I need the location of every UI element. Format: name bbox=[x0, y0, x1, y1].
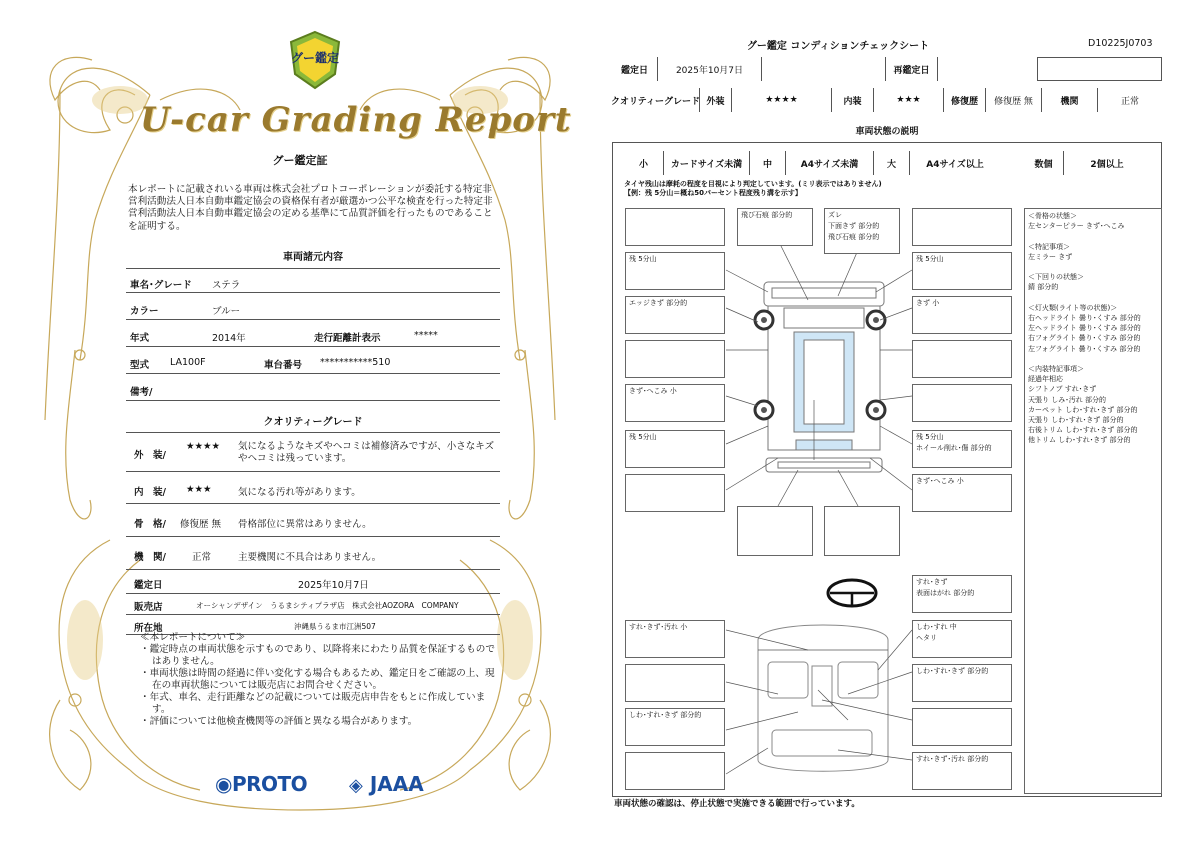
quality-grade-heading: クオリティーグレード bbox=[263, 417, 363, 428]
year-label: 年式 bbox=[130, 333, 150, 344]
remarks-label: 備考/ bbox=[130, 387, 153, 398]
exterior-label-box bbox=[625, 474, 725, 512]
mileage-label: 走行距離計表示 bbox=[314, 333, 381, 344]
frame-desc: 骨格部位に異常はありません。 bbox=[238, 519, 372, 530]
exterior-label-box: きず･へこみ 小 bbox=[625, 384, 725, 422]
dealer-row bbox=[126, 596, 500, 615]
exterior-label-box: ズレ 下面きず 部分的 飛び石痕 部分的 bbox=[824, 208, 900, 254]
engine-value: 正常 bbox=[1098, 88, 1162, 112]
dealer-label: 販売店 bbox=[134, 602, 163, 613]
date-label: 鑑定日 bbox=[612, 57, 658, 81]
document-id: D10225J0703 bbox=[1088, 38, 1153, 49]
jaaa-logo: ◈ JAAA bbox=[349, 772, 424, 796]
interior-label-box: しわ･すれ 中 ヘタリ bbox=[912, 620, 1012, 658]
dealer-value: オーシャンデザイン うるまシティプラザ店 株式会社AOZORA COMPANY bbox=[196, 601, 459, 610]
exterior-label-box: 残 5分山 bbox=[625, 252, 725, 290]
inspection-date-value: 2025年10月7日 bbox=[298, 580, 369, 591]
color-label: カラー bbox=[130, 306, 159, 317]
reinspect-value bbox=[938, 57, 1038, 81]
report-script-title: U-car Grading Report bbox=[140, 100, 572, 140]
sheet-title: グー鑑定 コンディションチェックシート bbox=[746, 41, 930, 52]
model-label: 型式 bbox=[130, 360, 150, 371]
report-notes bbox=[140, 632, 500, 728]
spec-row-name bbox=[126, 268, 500, 293]
svg-text:グー鑑定: グー鑑定 bbox=[290, 51, 340, 65]
ext-value: ★★★★ bbox=[732, 88, 832, 112]
interior-seat-diagram bbox=[758, 625, 888, 771]
frame-value: 修復歴 無 bbox=[180, 519, 222, 530]
reinspect-label: 再鑑定日 bbox=[886, 57, 938, 81]
note-item: ・車両状態は時間の経過に伴い変化する場合もあるため、鑑定日をご確認の上、現在の車両状態については販売店にお問合せください。 bbox=[140, 668, 495, 691]
interior-label-box: すれ･きず･汚れ 小 bbox=[625, 620, 725, 658]
size-large-desc: A4サイズ以上 bbox=[910, 151, 1000, 175]
condition-check-sheet bbox=[608, 0, 1168, 848]
interior-leader-lines bbox=[726, 630, 912, 774]
note-item: ・年式、車名、走行距離などの記載については販売店申告をもとに作成しています。 bbox=[140, 692, 486, 715]
interior-label-box: すれ･きず･汚れ 部分的 bbox=[912, 752, 1012, 790]
engine-label: 機 関/ bbox=[134, 552, 166, 563]
qg-label: クオリティーグレード bbox=[612, 88, 700, 112]
size-mid-desc: A4サイズ未満 bbox=[786, 151, 874, 175]
size-mid: 中 bbox=[750, 151, 786, 175]
name-value: ステラ bbox=[212, 280, 241, 291]
tire-note-line: タイヤ残山は摩耗の程度を目視により判定しています。(ミリ表示ではありません) bbox=[624, 180, 882, 188]
grade-row-engine bbox=[126, 539, 500, 570]
exterior-label-box: きず 小 bbox=[912, 296, 1012, 334]
int-value: ★★★ bbox=[874, 88, 944, 112]
tire-note-line: 【例：残 5分山＝概ね50パーセント程度残り溝を示す】 bbox=[624, 189, 802, 197]
exterior-label-box: エッジきず 部分的 bbox=[625, 296, 725, 334]
exterior-label-box bbox=[737, 506, 813, 556]
exterior-label-box bbox=[625, 340, 725, 378]
count-label: 数個 bbox=[1024, 151, 1064, 175]
exterior-desc: 気になるようなキズやヘコミは補修済みですが、小さなキズやヘコミは残っています。 bbox=[238, 441, 495, 464]
notes-title: ≪本レポートについて≫ bbox=[140, 632, 246, 643]
logo-bar bbox=[215, 770, 424, 800]
exterior-label-box: 残 5分山 bbox=[912, 252, 1012, 290]
exterior-car-outline bbox=[764, 282, 884, 472]
interior-label-box: しわ･すれ･きず 部分的 bbox=[625, 708, 725, 746]
tire-note bbox=[624, 180, 882, 198]
chassis-label: 車台番号 bbox=[264, 360, 303, 371]
interior-stars: ★★★ bbox=[186, 484, 212, 495]
grade-row-exterior bbox=[126, 432, 500, 472]
note-item: ・評価については他検査機関等の評価と異なる場合があります。 bbox=[140, 716, 418, 727]
year-value: 2014年 bbox=[212, 333, 246, 344]
certificate-heading: グー鑑定証 bbox=[272, 154, 328, 167]
certificate-text: 本レポートに記載されいる車両は株式会社プロトコーポレーションが委託する特定非営利活動法人日本自動車鑑定協会の資格保有者が厳選かつ公平な検査を行った特定非営利活動法人日本自動車鑑定協会の定める基準にて品質評価を行ったものであることを証明する。 bbox=[128, 184, 493, 232]
interior-label: 内 装/ bbox=[134, 487, 166, 498]
exterior-label-box: 残 5分山 bbox=[625, 430, 725, 468]
model-value: LA100F bbox=[170, 357, 206, 368]
spec-row-year bbox=[126, 322, 500, 347]
inspection-date-row bbox=[126, 572, 500, 594]
exterior-label-box bbox=[824, 506, 900, 556]
frame-label: 骨 格/ bbox=[134, 519, 166, 530]
proto-mark-icon: ◉ bbox=[215, 772, 232, 796]
goo-appraisal-badge bbox=[287, 30, 343, 92]
spec-row-color bbox=[126, 295, 500, 320]
steering-wheel-icon bbox=[828, 580, 876, 606]
exterior-label: 外 装/ bbox=[134, 450, 166, 461]
status-detail-box: ＜骨格の状態＞ 左センターピラー きず･へこみ ＜特記事項＞ 左ミラー きず ＜下回りの状態＞ 錆 部分的 ＜灯火類(ライト等の状態)＞ 右ヘッドライト 曇り･くすみ 部分的 左ヘッドライト 曇り･くすみ 部分的 右フォグライト 曇り･くすみ 部分的 左フォグライト 曇り･くすみ 部分的 ＜内装特記事項＞ 経過年相応 シフトノブ すれ･きず 天張り しみ･汚れ 部分的 カーペット しわ･すれ･きず 部分的 天張り しわ･すれ･きず 部分的 右後トリム しわ･すれ･きず 部分的 他トリム しわ･すれ･きず 部分的 bbox=[1024, 208, 1162, 794]
exterior-label-box bbox=[912, 208, 1012, 246]
repair-value: 修復歴 無 bbox=[986, 88, 1042, 112]
size-large: 大 bbox=[874, 151, 910, 175]
engine-label: 機関 bbox=[1042, 88, 1098, 112]
note-item: ・鑑定時点の車両状態を示すものであり、以降将来にわたり品質を保証するものではありません。 bbox=[140, 644, 495, 667]
exterior-stars: ★★★★ bbox=[186, 441, 221, 452]
date-blank bbox=[762, 57, 886, 81]
interior-label-box bbox=[912, 708, 1012, 746]
exterior-label-box bbox=[912, 340, 1012, 378]
chassis-value: ***********510 bbox=[320, 357, 391, 368]
name-label: 車名･グレード bbox=[130, 280, 192, 291]
interior-label-box: しわ･すれ･きず 部分的 bbox=[912, 664, 1012, 702]
date-value: 2025年10月7日 bbox=[658, 57, 762, 81]
color-value: ブルー bbox=[212, 306, 241, 317]
inspection-date-label: 鑑定日 bbox=[134, 580, 163, 591]
ext-label: 外装 bbox=[700, 88, 732, 112]
spec-heading: 車両諸元内容 bbox=[283, 252, 343, 263]
size-small: 小 bbox=[624, 151, 664, 175]
spec-row-remarks bbox=[126, 376, 500, 401]
exterior-label-box bbox=[625, 208, 725, 246]
address-label: 所在地 bbox=[134, 623, 163, 634]
exterior-label-box: きず･へこみ 小 bbox=[912, 474, 1012, 512]
interior-label-box bbox=[625, 664, 725, 702]
exterior-label-box: 飛び石痕 部分的 bbox=[737, 208, 813, 246]
interior-label-box: すれ･きず 表面はがれ 部分的 bbox=[912, 575, 1012, 613]
address-value: 沖縄県うるま市江洲507 bbox=[294, 622, 376, 631]
grade-row-frame bbox=[126, 506, 500, 537]
grade-row-interior bbox=[126, 474, 500, 504]
count-value: 2個以上 bbox=[1064, 151, 1150, 175]
engine-desc: 主要機関に不具合はありません。 bbox=[238, 552, 382, 563]
footer-note: 車両状態の確認は、停止状態で実施できる範囲で行っています。 bbox=[614, 799, 860, 809]
exterior-label-box bbox=[912, 384, 1012, 422]
size-small-desc: カードサイズ未満 bbox=[664, 151, 750, 175]
interior-desc: 気になる汚れ等があります。 bbox=[238, 487, 361, 498]
jaaa-mark-icon: ◈ bbox=[349, 775, 363, 796]
condition-heading: 車両状態の説明 bbox=[612, 119, 1162, 143]
repair-label: 修復歴 bbox=[944, 88, 986, 112]
spec-row-model bbox=[126, 349, 500, 374]
mileage-value: ***** bbox=[414, 330, 438, 341]
engine-value: 正常 bbox=[192, 552, 212, 563]
interior-label-box bbox=[625, 752, 725, 790]
int-label: 内装 bbox=[832, 88, 874, 112]
exterior-label-box: 残 5分山 ホイール削れ･傷 部分的 bbox=[912, 430, 1012, 468]
proto-logo: ◉PROTO bbox=[215, 772, 308, 796]
